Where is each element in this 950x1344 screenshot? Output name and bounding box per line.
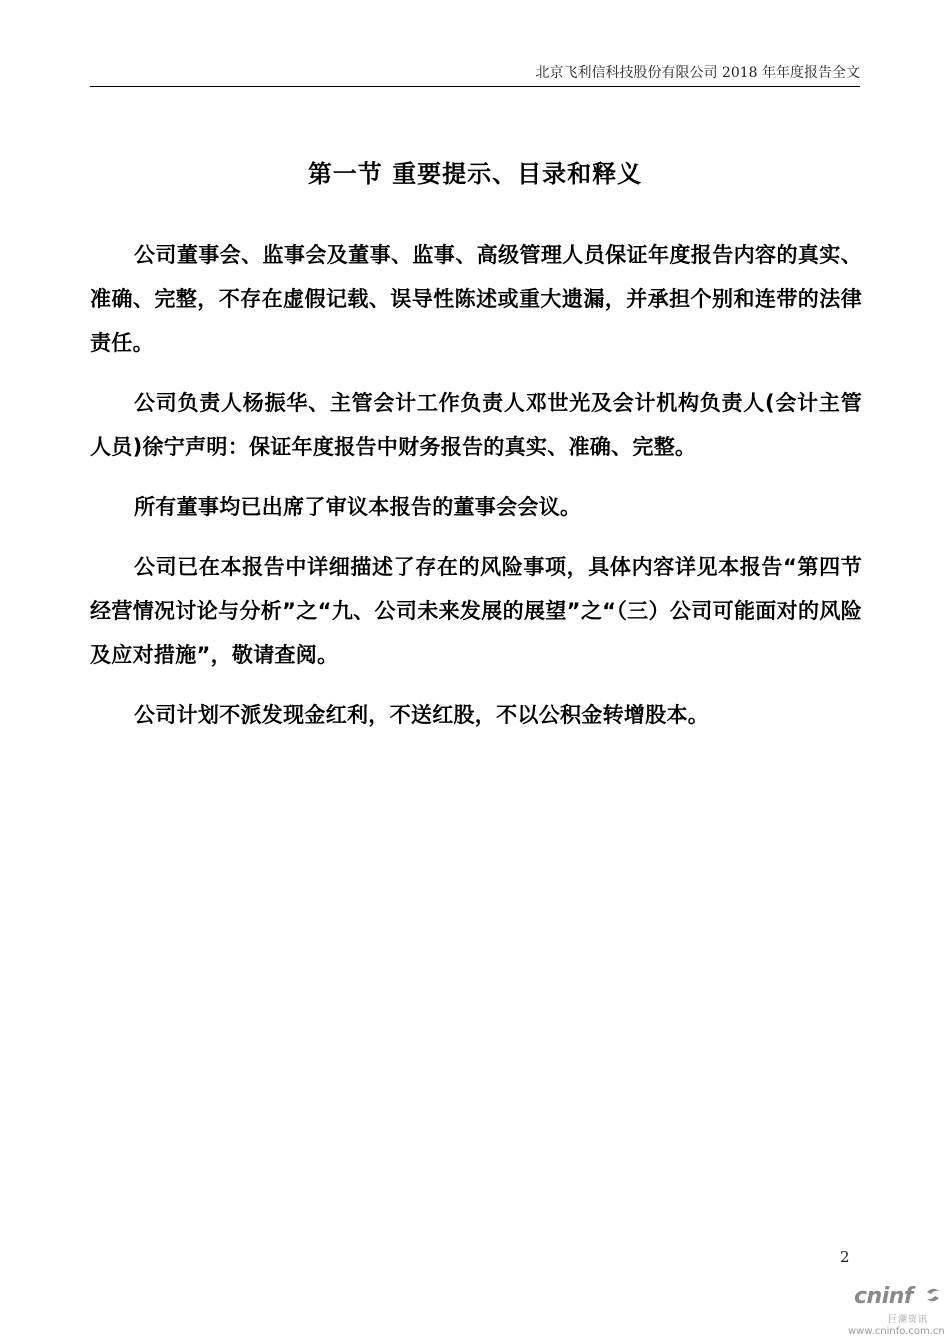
running-header: 北京飞利信科技股份有限公司 2018 年年度报告全文 [535, 65, 860, 81]
section-title: 第一节 重要提示、目录和释义 [307, 160, 643, 188]
swirl-icon [924, 1286, 942, 1304]
paragraph-board-attendance: 所有董事均已出席了审议本报告的董事会会议。 [134, 495, 582, 519]
page-number: 2 [840, 1248, 850, 1266]
watermark-brand-cn: 巨潮资讯 [888, 1315, 929, 1325]
cninfo-watermark-logo [848, 1282, 948, 1340]
body-text [90, 233, 862, 753]
paragraph-risk-notice: 公司已在本报告中详细描述了存在的风险事项，具体内容详见本报告“第四节经营情况讨论与分析”之“九、公司未来发展的展望”之“（三）公司可能面对的风险及应对措施”，敬请查阅。 [90, 555, 862, 667]
paragraph-dividend-plan: 公司计划不派发现金红利，不送红股，不以公积金转增股本。 [134, 703, 710, 727]
watermark-brand: cninf [854, 1284, 913, 1309]
paragraph-financial-statement-declaration: 公司负责人杨振华、主管会计工作负责人邓世光及会计机构负责人(会计主管人员)徐宁声明：保证年度报告中财务报告的真实、准确、完整。 [90, 391, 862, 459]
watermark-url: www.cninfo.com.cn [848, 1326, 945, 1337]
paragraph-responsibility-statement: 公司董事会、监事会及董事、监事、高级管理人员保证年度报告内容的真实、准确、完整，不存在虚假记载、误导性陈述或重大遗漏，并承担个别和连带的法律责任。 [90, 243, 862, 355]
header-divider [90, 86, 860, 87]
